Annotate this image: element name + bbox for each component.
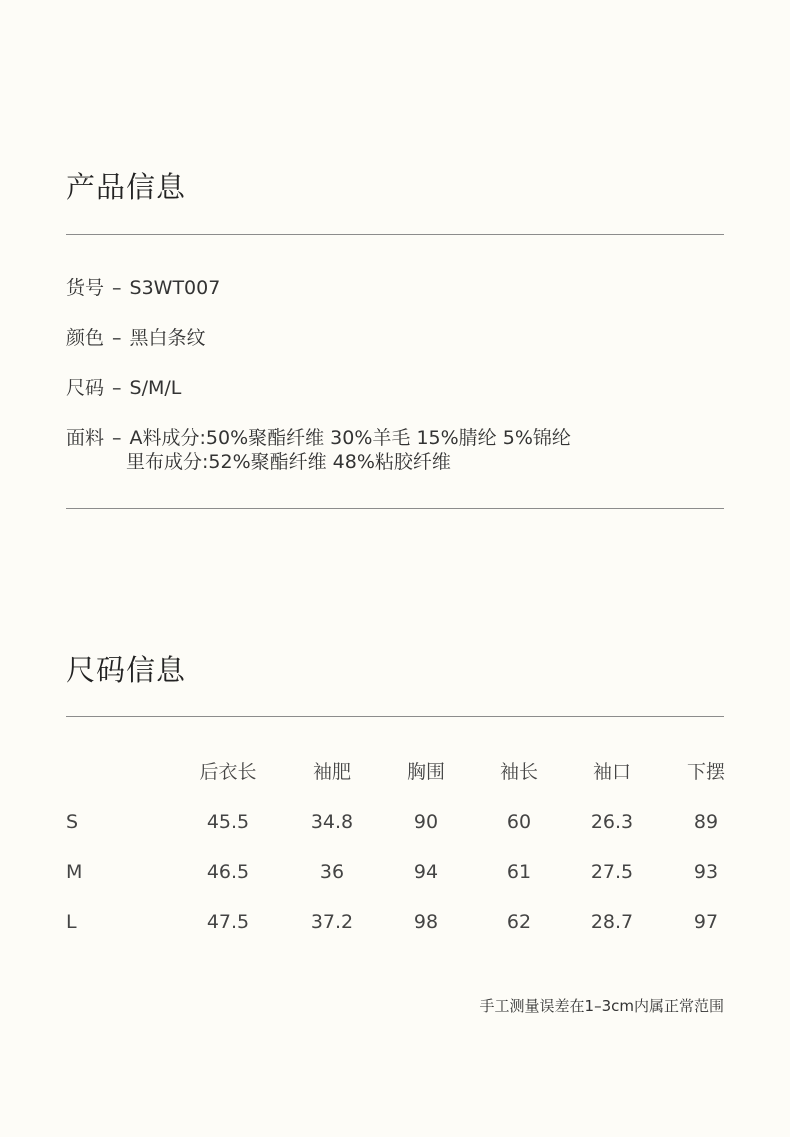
info-label: 颜色 xyxy=(66,327,105,349)
info-row-size xyxy=(66,376,181,400)
size-label-l: L xyxy=(66,911,77,933)
table-cell: 60 xyxy=(506,811,532,833)
column-header-chest: 胸围 xyxy=(406,761,445,783)
info-separator: – xyxy=(112,277,122,299)
info-row-item-number xyxy=(66,276,220,300)
table-cell: 98 xyxy=(413,911,439,933)
info-label: 尺码 xyxy=(66,377,105,399)
product-info-title: 产品信息 xyxy=(66,170,187,204)
info-label: 面料 xyxy=(66,427,105,449)
table-cell: 62 xyxy=(506,911,532,933)
info-row-fabric xyxy=(66,426,571,450)
size-label-s: S xyxy=(66,811,79,833)
divider xyxy=(66,716,724,717)
info-value: 黑白条纹 xyxy=(129,327,206,349)
divider xyxy=(66,508,724,509)
table-cell: 61 xyxy=(506,861,532,883)
info-value: S/M/L xyxy=(129,377,182,399)
info-row-color xyxy=(66,326,206,350)
table-cell: 45.5 xyxy=(206,811,250,833)
table-cell: 27.5 xyxy=(590,861,634,883)
table-cell: 28.7 xyxy=(590,911,634,933)
table-cell: 97 xyxy=(693,911,719,933)
table-cell: 93 xyxy=(693,861,719,883)
measurement-note: 手工测量误差在1–3cm内属正常范围 xyxy=(479,997,724,1015)
size-label-m: M xyxy=(66,861,83,883)
info-label: 货号 xyxy=(66,277,105,299)
table-cell: 47.5 xyxy=(206,911,250,933)
column-header-hem: 下摆 xyxy=(686,761,725,783)
info-separator: – xyxy=(112,377,122,399)
info-separator: – xyxy=(112,427,122,449)
info-value: A料成分:50%聚酯纤维 30%羊毛 15%腈纶 5%锦纶 xyxy=(129,427,571,449)
table-cell: 34.8 xyxy=(310,811,354,833)
fabric-lining-value: 里布成分:52%聚酯纤维 48%粘胶纤维 xyxy=(126,451,451,473)
column-header-sleeve-length: 袖长 xyxy=(499,761,538,783)
column-header-sleeve-width: 袖肥 xyxy=(312,761,351,783)
table-cell: 36 xyxy=(319,861,345,883)
table-cell: 94 xyxy=(413,861,439,883)
table-cell: 90 xyxy=(413,811,439,833)
column-header-cuff: 袖口 xyxy=(592,761,631,783)
table-cell: 37.2 xyxy=(310,911,354,933)
table-cell: 26.3 xyxy=(590,811,634,833)
table-cell: 89 xyxy=(693,811,719,833)
size-info-title: 尺码信息 xyxy=(66,653,187,687)
info-separator: – xyxy=(112,327,122,349)
divider xyxy=(66,234,724,235)
table-cell: 46.5 xyxy=(206,861,250,883)
column-header-back-length: 后衣长 xyxy=(199,761,257,783)
info-value: S3WT007 xyxy=(129,277,221,299)
